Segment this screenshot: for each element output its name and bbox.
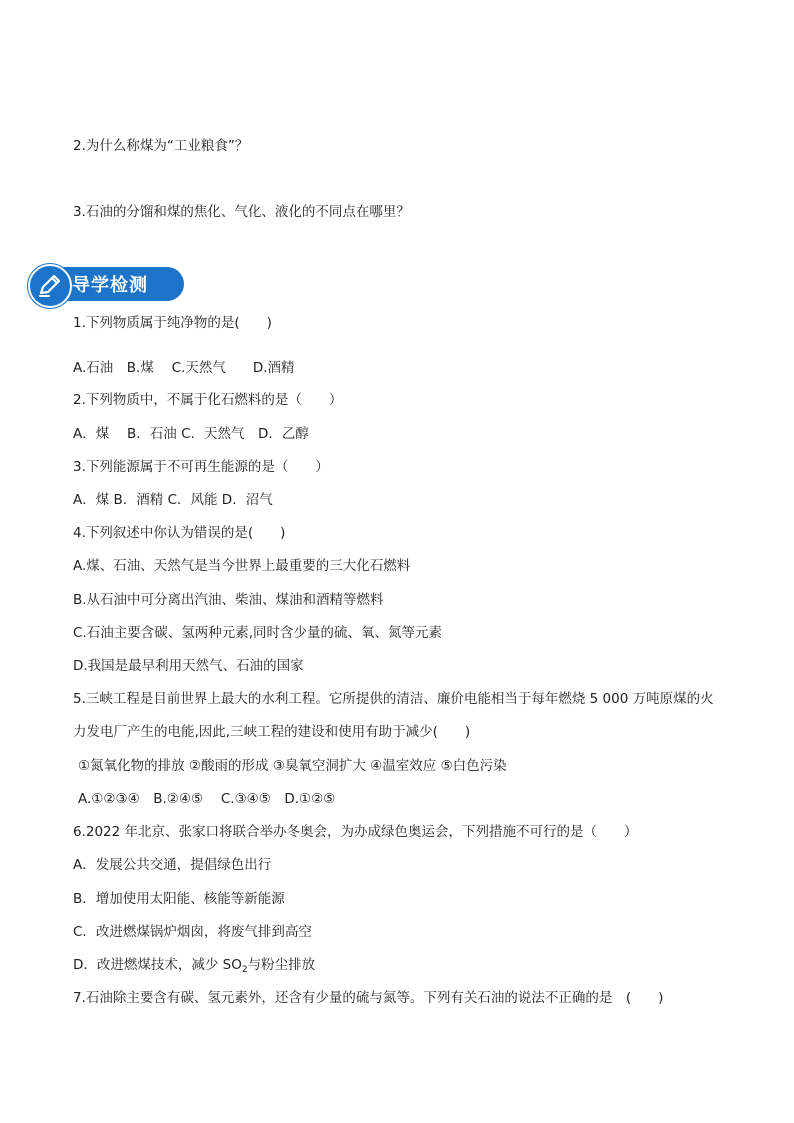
question-3-difference: 3.石油的分馏和煤的焦化、气化、液化的不同点在哪里？	[73, 204, 410, 220]
q4-option-d: D.我国是最早利用天然气、石油的国家	[73, 658, 304, 674]
q1-options: A.石油 B.煤 C.天然气 D.酒精	[73, 360, 295, 376]
question-2-why-coal: 2.为什么称煤为“工业粮食”？	[73, 138, 249, 154]
q6-option-d-prefix: D．改进燃煤技术，减少 SO	[73, 957, 242, 973]
q4-stem: 4.下列叙述中你认为错误的是( )	[73, 525, 286, 541]
q4-option-c: C.石油主要含碳、氢两种元素,同时含少量的硫、氧、氮等元素	[73, 625, 443, 641]
q5-stem-line1: 5.三峡工程是目前世界上最大的水利工程。它所提供的清洁、廉价电能相当于每年燃烧 5 000 万吨原煤的火	[73, 691, 714, 707]
q6-option-d	[73, 956, 315, 979]
q6-option-c: C．改进燃煤锅炉烟囱，将废气排到高空	[73, 924, 312, 940]
q5-stem-line2: 力发电厂产生的电能,因此,三峡工程的建设和使用有助于减少( )	[73, 724, 471, 740]
q7-stem: 7.石油除主要含有碳、氢元素外，还含有少量的硫与氮等。下列有关石油的说法不正确的是 ( )	[73, 990, 664, 1006]
q1-stem: 1.下列物质属于纯净物的是( )	[73, 315, 272, 331]
q6-option-b: B．增加使用太阳能、核能等新能源	[73, 891, 285, 907]
q2-options: A．煤 B．石油 C．天然气 D．乙醇	[73, 426, 309, 442]
q5-options: A.①②③④ B.②④⑤ C.③④⑤ D.①②⑤	[78, 791, 336, 807]
q6-stem: 6.2022 年北京、张家口将联合举办冬奥会，为办成绿色奥运会，下列措施不可行的是（ ）	[73, 824, 638, 840]
q6-option-d-suffix: 与粉尘排放	[247, 957, 316, 973]
q2-stem: 2.下列物质中，不属于化石燃料的是（ ）	[73, 392, 343, 408]
q4-option-b: B.从石油中可分离出汽油、柴油、煤油和酒精等燃料	[73, 592, 384, 608]
q3-stem: 3.下列能源属于不可再生能源的是（ ）	[73, 459, 329, 475]
pencil-icon	[28, 264, 72, 308]
section-title: 导学检测	[72, 275, 148, 296]
q3-options: A．煤 B．酒精 C．风能 D．沼气	[73, 492, 273, 508]
section-banner	[28, 262, 184, 304]
q6-option-d-subscript: 2	[241, 965, 248, 975]
q4-option-a: A.煤、石油、天然气是当今世界上最重要的三大化石燃料	[73, 558, 411, 574]
q6-option-a: A．发展公共交通，提倡绿色出行	[73, 857, 272, 873]
q5-items: ①氮氧化物的排放 ②酸雨的形成 ③臭氧空洞扩大 ④温室效应 ⑤白色污染	[78, 758, 507, 774]
